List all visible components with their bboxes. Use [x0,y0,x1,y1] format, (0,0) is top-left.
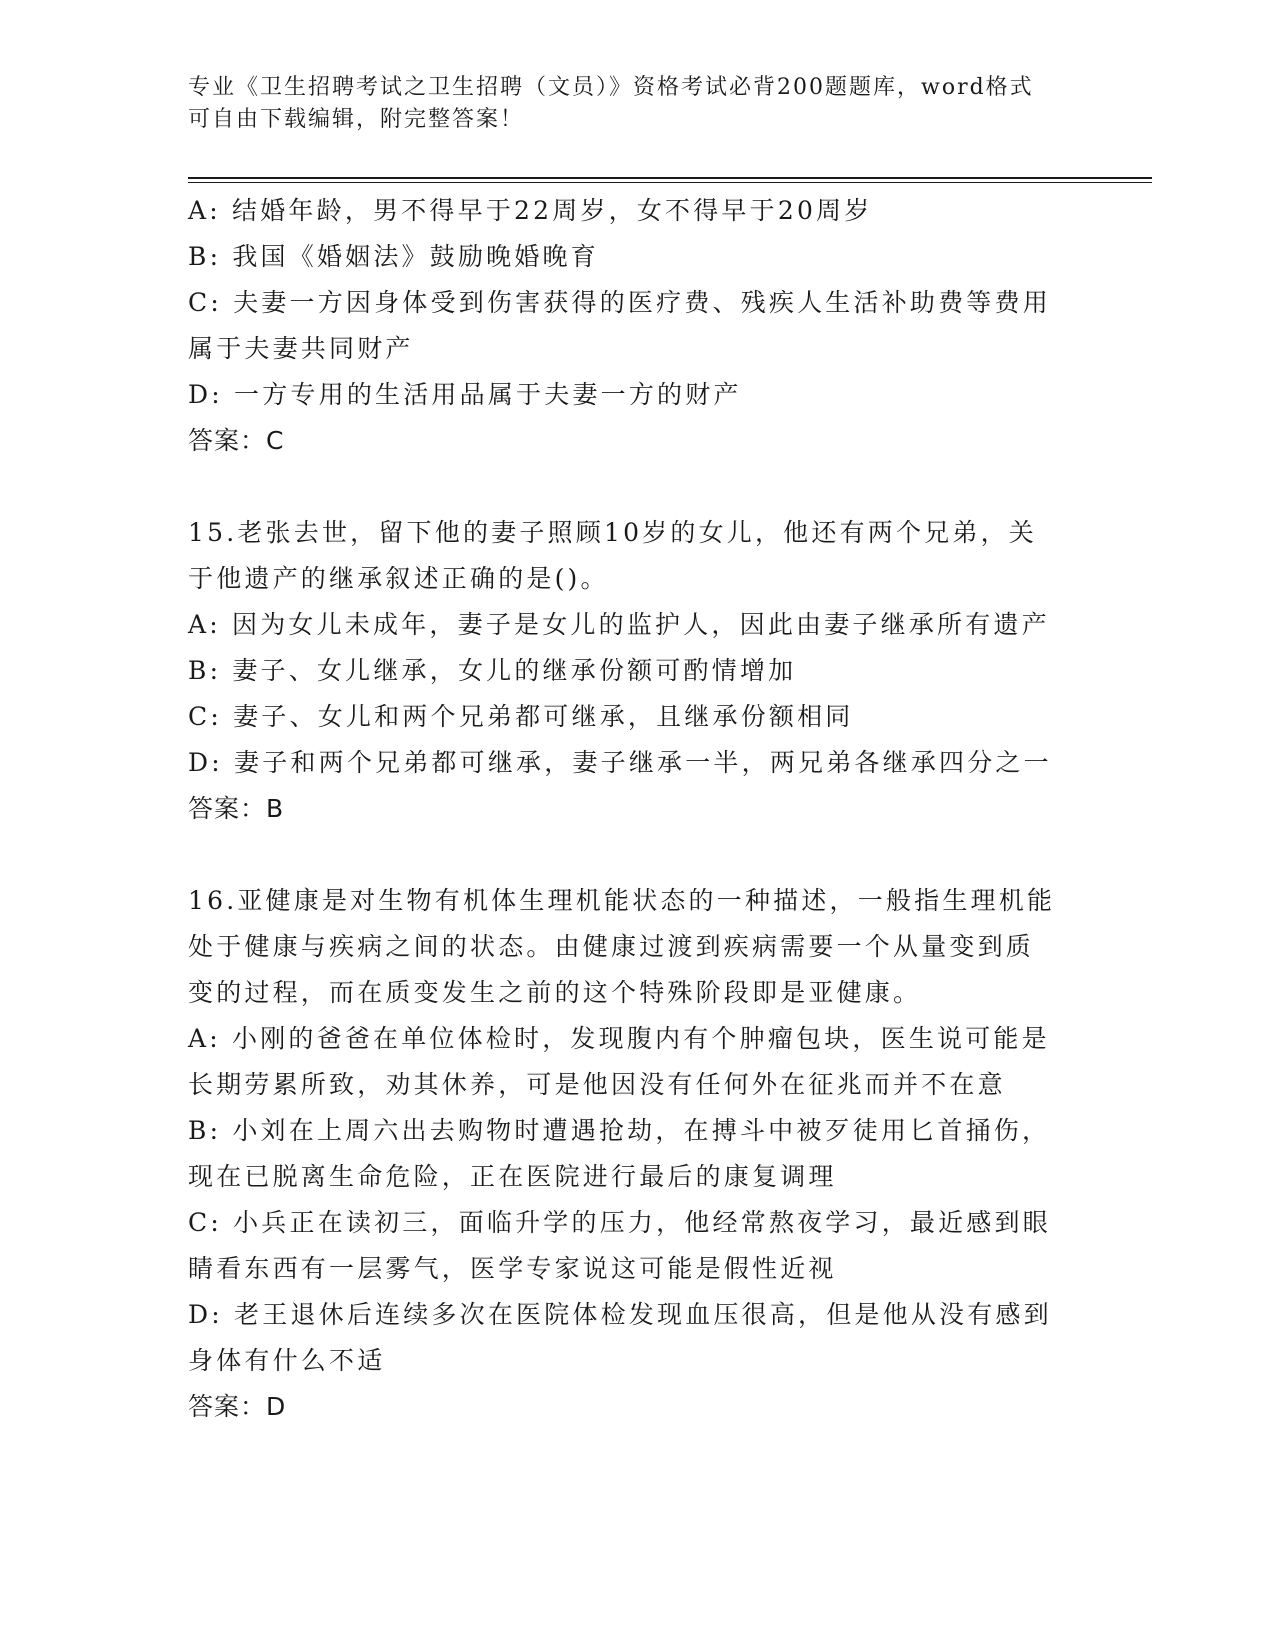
answer-line: 答案：B [188,794,285,823]
option-b-continued: 现在已脱离生命危险，正在医院进行最后的康复调理 [188,1162,837,1191]
question-stem-continued: 于他遗产的继承叙述正确的是()。 [188,564,609,593]
question-14 [188,188,1088,464]
option-a-continued: 长期劳累所致，劝其休养，可是他因没有任何外在征兆而并不在意 [188,1070,1006,1099]
question-stem: 16.亚健康是对生物有机体生理机能状态的一种描述，一般指生理机能 [188,886,1056,915]
header-rule-thin [188,182,1152,183]
option-b: B: 小刘在上周六出去购物时遭遇抢劫，在搏斗中被歹徒用匕首捅伤， [188,1116,1051,1145]
question-stem-continued: 变的过程，而在质变发生之前的这个特殊阶段即是亚健康。 [188,978,922,1007]
option-b: B: 我国《婚姻法》鼓励晚婚晚育 [188,242,599,271]
option-a: A: 小刚的爸爸在单位体检时，发现腹内有个肿瘤包块，医生说可能是 [188,1024,1050,1053]
question-15 [188,510,1088,832]
option-c: C: 妻子、女儿和两个兄弟都可继承，且继承份额相同 [188,702,854,731]
header-rule-thick [188,177,1152,179]
option-c: C: 夫妻一方因身体受到伤害获得的医疗费、残疾人生活补助费等费用 [188,288,1051,317]
option-b: B: 妻子、女儿继承，女儿的继承份额可酌情增加 [188,656,797,685]
question-16 [188,878,1088,1430]
option-d: D: 一方专用的生活用品属于夫妻一方的财产 [188,380,742,409]
answer-line: 答案：D [188,1392,287,1421]
option-d-continued: 身体有什么不适 [188,1346,386,1375]
option-c-continued: 睛看东西有一层雾气，医学专家说这可能是假性近视 [188,1254,837,1283]
document-header [188,72,1068,136]
option-d: D: 老王退休后连续多次在医院体检发现血压很高，但是他从没有感到 [188,1300,1052,1329]
option-a: A: 因为女儿未成年，妻子是女儿的监护人，因此由妻子继承所有遗产 [188,610,1050,639]
question-spacer [188,464,1088,510]
question-stem-continued: 处于健康与疾病之间的状态。由健康过渡到疾病需要一个从量变到质 [188,932,1035,961]
question-content [188,188,1088,1430]
answer-line: 答案：C [188,426,285,455]
header-line-2: 可自由下载编辑，附完整答案！ [188,107,525,132]
question-spacer [188,832,1088,878]
question-stem: 15.老张去世，留下他的妻子照顾10岁的女儿，他还有两个兄弟，关 [188,518,1037,547]
header-line-1: 专业《卫生招聘考试之卫生招聘（文员）》资格考试必背200题题库，word格式 [188,75,1034,100]
option-d: D: 妻子和两个兄弟都可继承，妻子继承一半，两兄弟各继承四分之一 [188,748,1052,777]
option-c-continued: 属于夫妻共同财产 [188,334,414,363]
option-a: A: 结婚年龄，男不得早于22周岁，女不得早于20周岁 [188,196,873,225]
option-c: C: 小兵正在读初三，面临升学的压力，他经常熬夜学习，最近感到眼 [188,1208,1051,1237]
